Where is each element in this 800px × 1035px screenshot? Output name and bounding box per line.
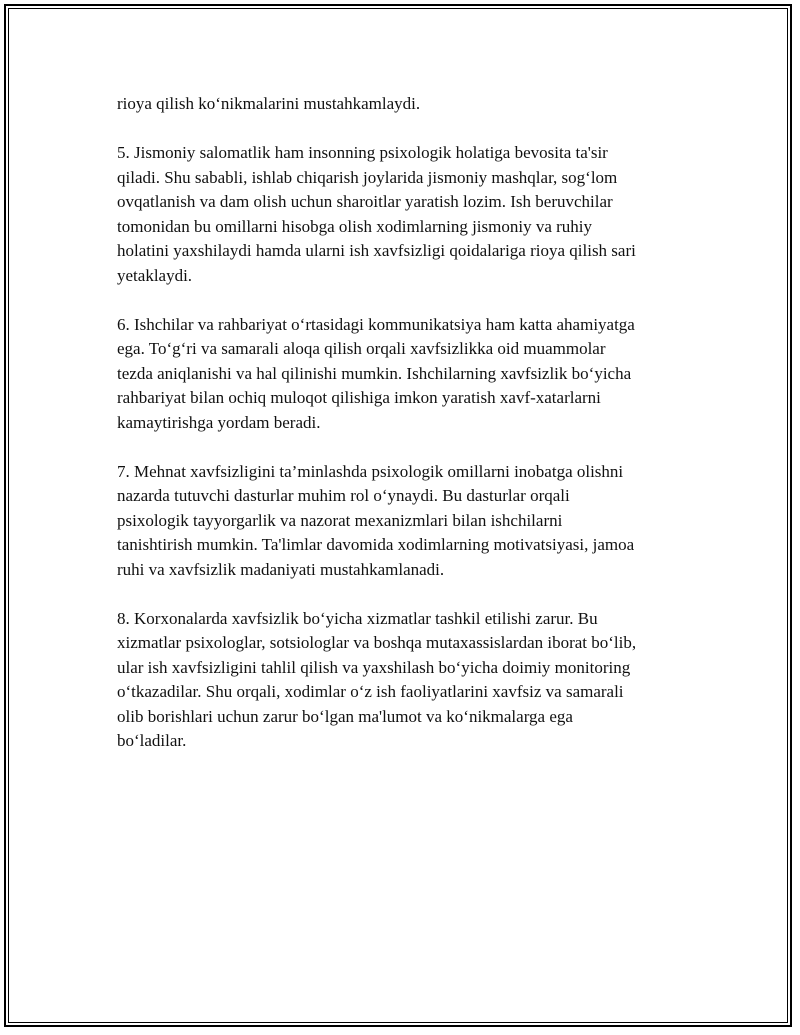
paragraph-item-8: 8. Korxonalarda xavfsizlik bo‘yicha xizmatlar tashkil etilishi zarur. Bu xizmatlar psixologlar, sotsiologlar va boshqa mutaxassislardan iborat bo‘lib, ular ish xavfsizligini tahlil qilish va yaxshilash bo‘yicha doimiy monitoring o‘tkazadilar. Shu orqali, xodimlar o‘z ish faoliyatlarini xavfsiz va samarali olib borishlari uchun zarur bo‘lgan ma'lumot va ko‘nikmalarga ega bo‘ladilar.	[117, 608, 637, 750]
paragraph-item-6: 6. Ishchilar va rahbariyat o‘rtasidagi kommunikatsiya ham katta ahamiyatga ega. To‘g‘ri va samarali aloqa qilish orqali xavfsizlikka oid muammolar tezda aniqlanishi va hal qilinishi mumkin. Ishchilarning xavfsizlik bo‘yicha rahbariyat bilan ochiq muloqot qilishiga imkon yaratish xavf-xatarlarni kamaytirishga yordam beradi.	[117, 314, 635, 432]
paragraph-item-5: 5. Jismoniy salomatlik ham insonning psixologik holatiga bevosita ta'sir qiladi. Shu sababli, ishlab chiqarish joylarida jismoniy mashqlar, sog‘lom ovqatlanish va dam olish uchun sharoitlar yaratish lozim. Ish beruvchilar tomonidan bu omillarni hisobga olish xodimlarning jismoniy va ruhiy holatini yaxshilaydi hamda ularni ish xavfsizligi qoidalariga rioya qilish sari yetaklaydi.	[117, 143, 636, 285]
document-body	[117, 92, 697, 778]
paragraph-item-7: 7. Mehnat xavfsizligini ta’minlashda psixologik omillarni inobatga olishni nazarda tutuvchi dasturlar muhim rol o‘ynaydi. Bu dasturlar orqali psixologik tayyorgarlik va nazorat mexanizmlari bilan ishchilarni tanishtirish mumkin. Ta'limlar davomida xodimlarning motivatsiyasi, jamoa ruhi va xavfsizlik madaniyati mustahkamlanadi.	[117, 461, 635, 579]
paragraph-continuation: rioya qilish ko‘nikmalarini mustahkamlaydi.	[117, 94, 421, 113]
